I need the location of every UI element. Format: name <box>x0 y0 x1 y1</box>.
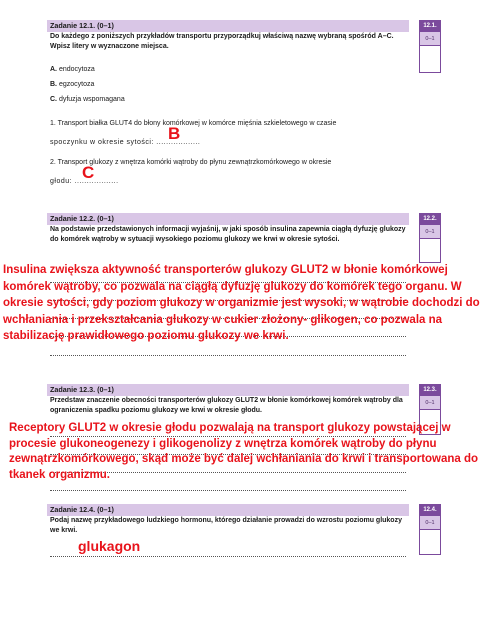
task-12-2-points: 0–1 <box>419 225 441 239</box>
task-12-2-title: Zadanie 12.2. (0–1) <box>50 214 114 223</box>
task-12-4-handwritten-answer[interactable]: glukagon <box>78 538 141 554</box>
option-b-text: egzocytoza <box>58 81 95 88</box>
task-12-1-question: Do każdego z poniższych przykładów transportu przyporządkuj właściwą nazwę wybraną spośród A–C. Wpisz litery w wyznaczone miejsca. <box>50 33 394 50</box>
task-12-1-points: 0–1 <box>419 32 441 46</box>
answer-line-12-4 <box>50 556 406 557</box>
option-c-letter: C. <box>50 96 57 103</box>
task-12-2-question: Na podstawie przedstawionych informacji wyjaśnij, w jaki sposób insulina zapewnia ciągłą dyfuzję glukozy do komórek wątroby w sytuacji wysokiego poziomu glukozy we krwi w okresie sytości. <box>50 226 406 243</box>
task-12-3-question: Przedstaw znaczenie obecności transporterów glukozy GLUT2 w błonie komórkowej komórek wątroby dla ograniczenia spadku poziomu glukozy we krwi w okresie głodu. <box>50 397 403 414</box>
task-12-4-points: 0–1 <box>419 516 441 530</box>
task-12-2-handwritten-answer[interactable]: Insulina zwiększa aktywność transporterów glukozy GLUT2 w błonie komórkowej komórek wątroby, co pozwala na ciągłą dyfuzję glukozy do komórek tego organu. W okresie sytości, gdy poziom glukozy w organizmie jest wysoki, w wątrobie dochodzi do wchłaniania i przekształcania glukozy w cukier złożony- glikogen, co pozwala na stabilizację prawidłowego poziomu glukozy we krwi. <box>3 264 480 342</box>
item-1-line-2: spoczynku w okresie sytości: .................. <box>50 139 201 146</box>
task-12-2-score-box <box>419 213 441 263</box>
task-12-2-grade-field[interactable] <box>419 239 441 263</box>
answer-2-handwritten[interactable]: C <box>82 163 95 182</box>
task-12-4-score-box <box>419 504 441 555</box>
task-12-3-number: 12.3. <box>419 384 441 396</box>
task-12-3-handwritten-answer[interactable]: Receptory GLUT2 w okresie głodu pozwalają na transport glukozy powstającej w procesie glukoneogenezy i glikogenolizy z wnętrza komórek wątroby do płynu zewnątrzkomórkowego, skąd może być dalej wchłaniania do krwi i transportowana do tkanek organizmu. <box>9 422 479 481</box>
answer-line-12-2-e <box>50 355 406 356</box>
task-12-1-number: 12.1. <box>419 20 441 32</box>
task-12-4-question: Podaj nazwę przykładowego ludzkiego hormonu, którego działanie prowadzi do wzrostu poziomu glukozy we krwi. <box>50 517 402 534</box>
item-1-line-1: 1. Transport białka GLUT4 do błony komórkowej w komórce mięśnia szkieletowego w czasie <box>50 120 337 127</box>
option-c-text: dyfuzja wspomagana <box>58 96 125 103</box>
task-12-3-points: 0–1 <box>419 396 441 410</box>
option-c <box>50 95 410 105</box>
task-12-4-number: 12.4. <box>419 504 441 516</box>
task-12-4-grade-field[interactable] <box>419 530 441 555</box>
option-a-letter: A. <box>50 66 57 73</box>
task-12-3-title: Zadanie 12.3. (0–1) <box>50 385 114 394</box>
task-12-1-score-box <box>419 20 441 73</box>
task-12-4-title: Zadanie 12.4. (0–1) <box>50 505 114 514</box>
answer-line-12-3-d <box>50 490 406 491</box>
item-2-line-2: głodu: .................. <box>50 178 119 185</box>
option-b-letter: B. <box>50 81 57 88</box>
answer-1-handwritten[interactable]: B <box>168 124 181 143</box>
option-a-text: endocytoza <box>58 66 95 73</box>
option-a <box>50 65 410 75</box>
task-12-1-title: Zadanie 12.1. (0–1) <box>50 21 114 30</box>
task-12-1-grade-field[interactable] <box>419 46 441 73</box>
item-2-line-1: 2. Transport glukozy z wnętrza komórki wątroby do płynu zewnątrzkomórkowego w okresie <box>50 159 332 166</box>
option-b <box>50 80 410 90</box>
task-12-2-number: 12.2. <box>419 213 441 225</box>
